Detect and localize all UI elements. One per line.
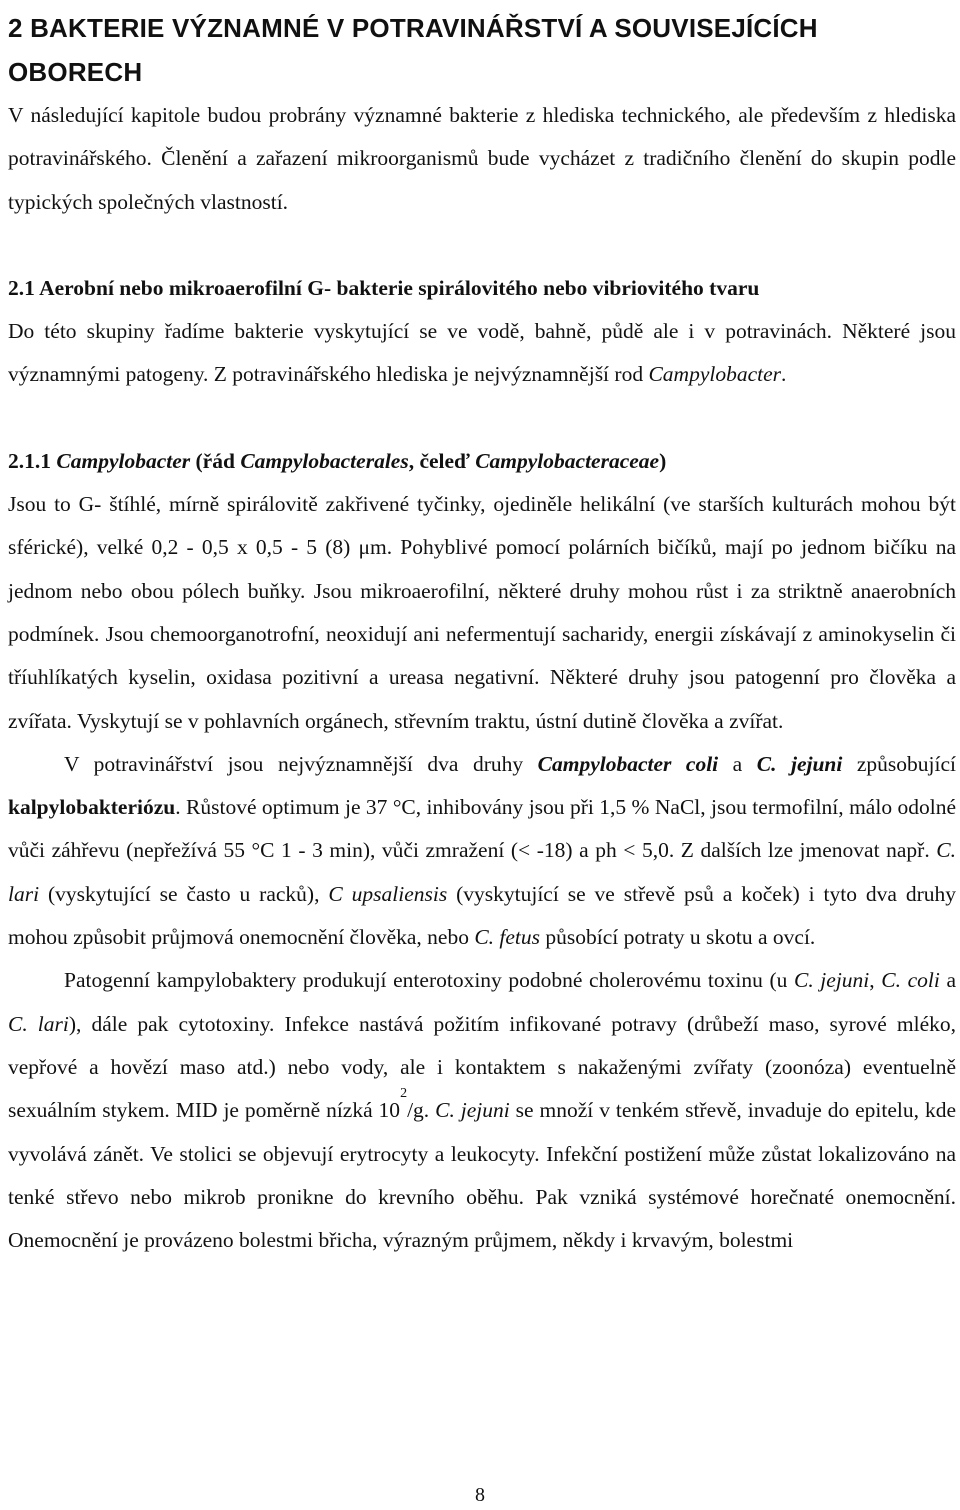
- subsection-heading: 2.1.1 Campylobacter (řád Campylobacterales, čeleď Campylobacteraceae): [8, 448, 667, 473]
- chapter-title: 2 BAKTERIE VÝZNAMNÉ V POTRAVINÁŘSTVÍ A SOUVISEJÍCÍCH OBORECH: [8, 13, 818, 87]
- section-2-1-1: [8, 440, 956, 1263]
- chapter-intro: V následující kapitole budou probrány významné bakterie z hlediska technického, ale především z hlediska potravinářského. Členění a zařazení mikroorganismů bude vycházet z tradičního členění do skupin podle typických společných vlastností.: [8, 103, 956, 214]
- section-2-1: [8, 267, 956, 397]
- paragraph-species: V potravinářství jsou nejvýznamnější dva druhy Campylobacter coli a C. jejuni způsobující kalpylobakteriózu. Růstové optimum je 37 °C, inhibovány jsou při 1,5 % NaCl, jsou termofilní, málo odolné vůči záhřevu (nepřežívá 55 °C 1 - 3 min), vůči zmražení (< -18) a ph < 5,0. Z dalších lze jmenovat např. C. lari (vyskytující se často u racků), C upsaliensis (vyskytující se ve střevě psů a koček) i tyto dva druhy mohou způsobit průjmová onemocnění člověka, nebo C. fetus působící potraty u skotu a ovcí.: [8, 751, 957, 950]
- section-paragraph: Do této skupiny řadíme bakterie vyskytující se ve vodě, bahně, půdě ale i v potravinách. Některé jsou významnými patogeny. Z potravinářského hlediska je nejvýznamnější rod Campylobacter.: [8, 319, 956, 387]
- section-heading: 2.1 Aerobní nebo mikroaerofilní G- bakterie spirálovitého nebo vibriovitého tvaru: [8, 275, 760, 300]
- document-page: [8, 0, 956, 1262]
- paragraph-description: Jsou to G- štíhlé, mírně spirálovitě zakřivené tyčinky, ojediněle helikální (ve starších kulturách mohou být sférické), velké 0,2 - 0,5 x 0,5 - 5 (8) μm. Pohyblivé pomocí polárních bičíků, mají po jednom bičíku na jednom nebo obou pólech buňky. Jsou mikroaerofilní, některé druhy mohou růst i za striktně anaerobních podmínek. Jsou chemoorganotrofní, neoxidují ani nefermentují sacharidy, energii získávají z aminokyselin či tříuhlíkatých kyselin, oxidasa pozitivní a ureasa negativní. Některé druhy jsou patogenní pro člověka a zvířata. Vyskytují se v pohlavních orgánech, střevním traktu, ústní dutině člověka a zvířat.: [8, 492, 956, 733]
- page-number: 8: [475, 1484, 485, 1506]
- paragraph-pathogenesis: Patogenní kampylobaktery produkují enterotoxiny podobné cholerovému toxinu (u C. jejuni, C. coli a C. lari), dále pak cytotoxiny. Infekce nastává požitím infikované potravy (drůbeží maso, syrové mléko, vepřové a hovězí maso atd.) nebo vody, ale i kontaktem s nakaženými zvířaty (zoonóza) eventuelně sexuálním stykem. MID je poměrně nízká $10^2/g$. C. jejuni se množí v tenkém střevě, invaduje do epitelu, kde vyvolává zánět. Ve stolici se objevují erytrocyty a leukocyty. Infekční postižení může zůstat lokalizováno na tenké střevo nebo mikrob pronikne do krevního oběhu. Pak vzniká systémové horečnaté onemocnění. Onemocnění je provázeno bolestmi břicha, výrazným průjmem, někdy i krvavým, bolestmi: [8, 968, 957, 1253]
